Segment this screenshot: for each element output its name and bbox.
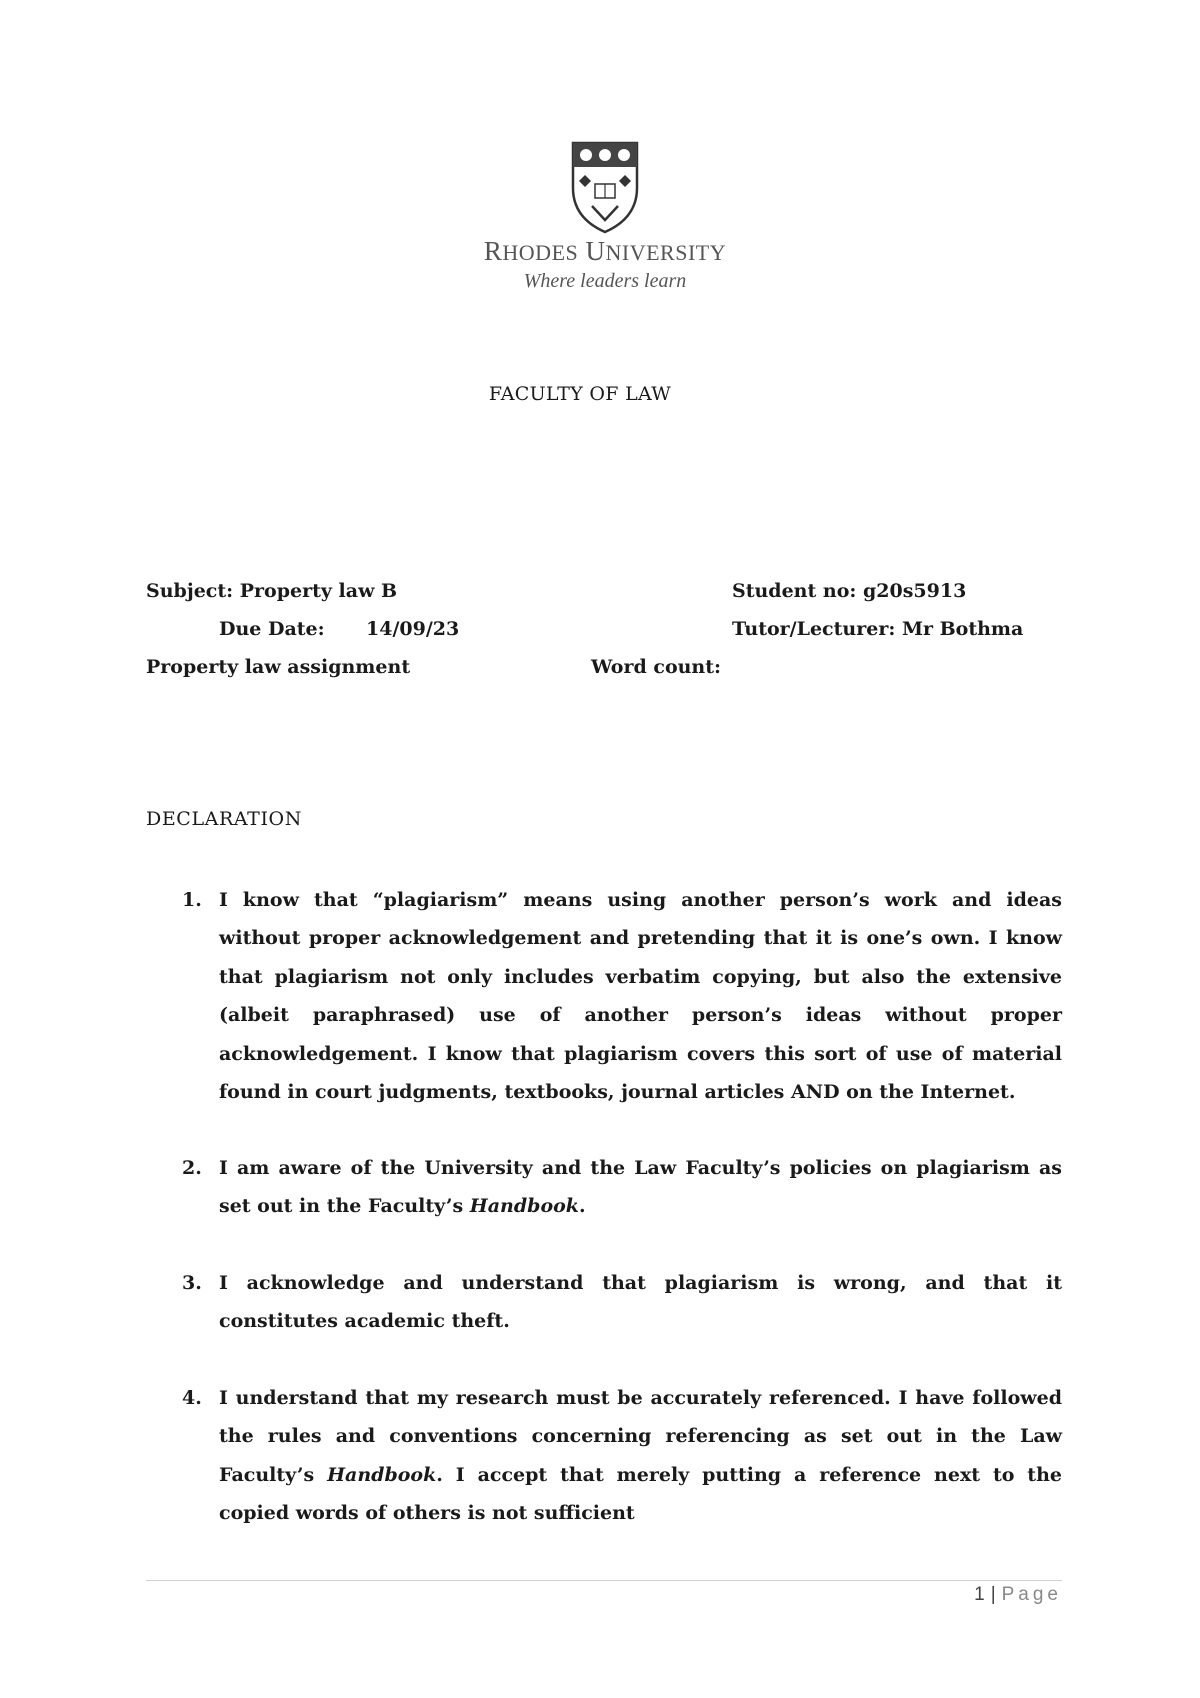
university-logo — [470, 140, 740, 300]
logo-tagline: Where leaders learn — [523, 270, 687, 292]
faculty-title: FACULTY OF LAW — [488, 383, 672, 405]
subject-field: Subject: Property law B — [146, 580, 398, 602]
word-count-field: Word count: — [591, 656, 722, 678]
item-number: 1. — [182, 889, 202, 911]
declaration-item — [146, 1149, 1062, 1226]
declaration-heading: DECLARATION — [146, 808, 302, 830]
item-number: 2. — [182, 1157, 202, 1179]
assignment-title: Property law assignment — [146, 656, 411, 678]
university-crest-icon — [570, 140, 640, 234]
declaration-item — [146, 1379, 1062, 1533]
declaration-item — [146, 1264, 1062, 1341]
item-text: I am aware of the University and the Law Faculty’s policies on plagiarism as set out in the Faculty’s Handbook. — [219, 1157, 1062, 1218]
declaration-item — [146, 881, 1062, 1111]
due-date-value: 14/09/23 — [366, 618, 460, 640]
item-text: I know that “plagiarism” means using another person’s work and ideas without proper acknowledgement and pretending that it is one’s own. I know that plagiarism not only includes verbatim copying, but also the extensive (albeit paraphrased) use of another person’s ideas without proper acknowledgement. I know that plagiarism covers this sort of use of material found in court judgments, textbooks, journal articles AND on the Internet. — [219, 889, 1062, 1104]
item-text: I acknowledge and understand that plagiarism is wrong, and that it constitutes academic theft. — [219, 1272, 1062, 1333]
page-number: 1 | Page — [974, 1584, 1062, 1605]
item-text: I understand that my research must be accurately referenced. I have followed the rules and conventions concerning referencing as set out in the Law Faculty’s Handbook. I accept that merely putting a reference next to the copied words of others is not sufficient — [219, 1387, 1062, 1525]
student-number-field: Student no: g20s5913 — [732, 580, 967, 602]
handbook-reference: Handbook — [327, 1463, 437, 1486]
handbook-reference: Handbook — [469, 1195, 579, 1218]
logo-university-name: RHODES UNIVERSITY — [483, 236, 727, 266]
due-date-label: Due Date: — [219, 618, 325, 640]
footer-divider — [146, 1580, 1062, 1581]
tutor-field: Tutor/Lecturer: Mr Bothma — [732, 618, 1024, 640]
item-number: 4. — [182, 1387, 202, 1409]
item-number: 3. — [182, 1272, 202, 1294]
